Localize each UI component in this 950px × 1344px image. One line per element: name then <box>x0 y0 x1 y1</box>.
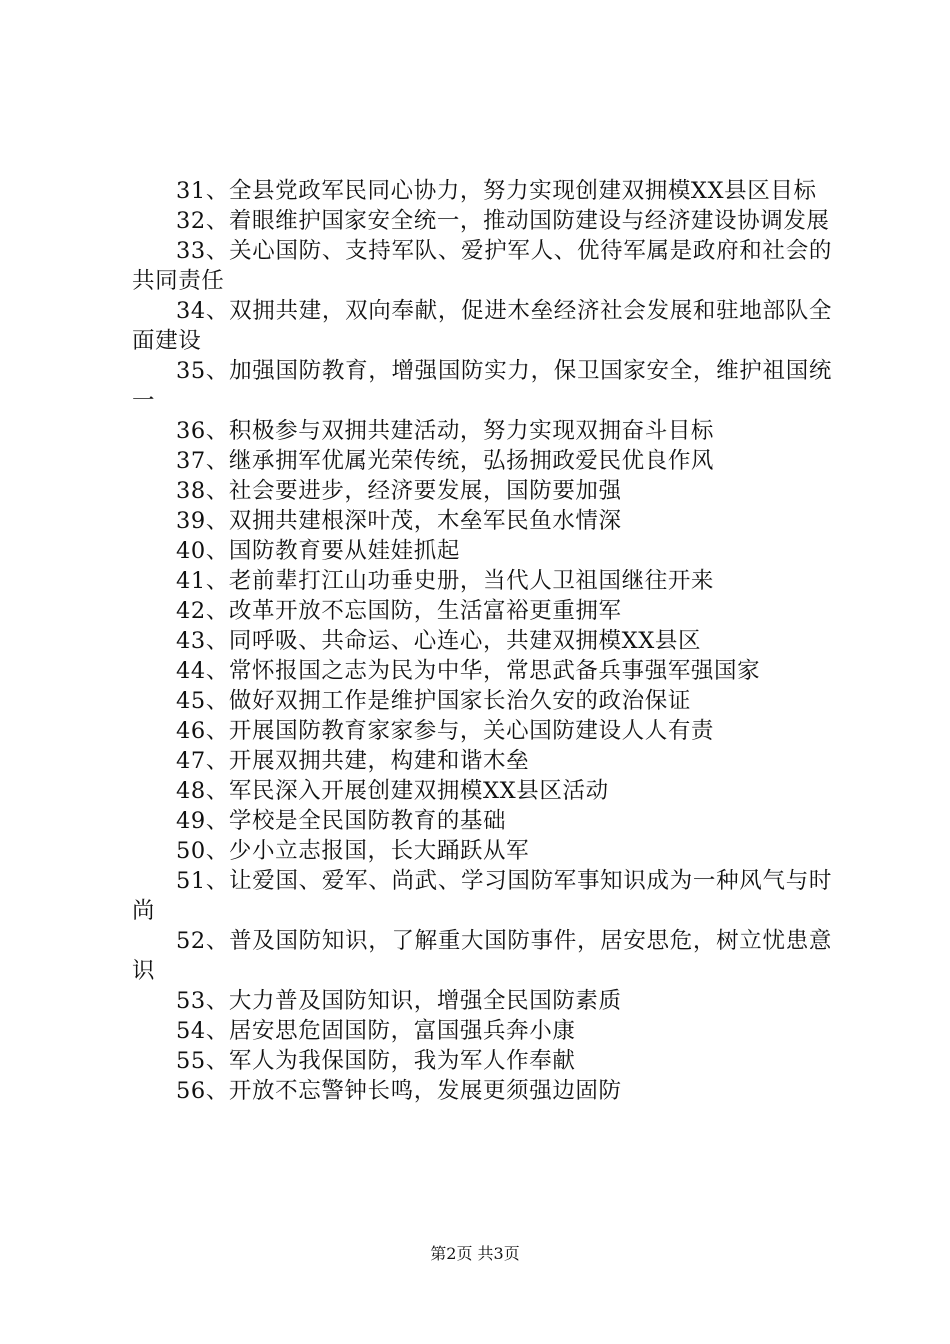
slogan-item: 35、加强国防教育，增强国防实力，保卫国家安全，维护祖国统一 <box>132 358 832 414</box>
slogan-item: 56、开放不忘警钟长鸣，发展更须强边固防 <box>176 1078 622 1104</box>
slogan-item: 43、同呼吸、共命运、心连心，共建双拥模XX县区 <box>176 628 702 654</box>
slogan-item: 47、开展双拥共建，构建和谐木垒 <box>176 748 530 774</box>
slogan-item: 53、大力普及国防知识，增强全民国防素质 <box>176 988 622 1014</box>
slogan-item: 33、关心国防、支持军队、爱护军人、优待军属是政府和社会的共同责任 <box>132 238 832 294</box>
slogan-item: 32、着眼维护国家安全统一，推动国防建设与经济建设协调发展 <box>176 208 830 234</box>
slogan-item: 31、全县党政军民同心协力，努力实现创建双拥模XX县区目标 <box>176 178 817 204</box>
slogan-item: 45、做好双拥工作是维护国家长治久安的政治保证 <box>176 688 691 714</box>
slogan-item: 37、继承拥军优属光荣传统，弘扬拥政爱民优良作风 <box>176 448 715 474</box>
slogan-item: 54、居安思危固国防，富国强兵奔小康 <box>176 1018 576 1044</box>
slogan-item: 40、国防教育要从娃娃抓起 <box>176 538 460 564</box>
page-number-footer: 第2页 共3页 <box>430 1244 520 1263</box>
slogan-item: 46、开展国防教育家家参与，关心国防建设人人有责 <box>176 718 715 744</box>
slogan-item: 39、双拥共建根深叶茂，木垒军民鱼水情深 <box>176 508 622 534</box>
slogan-item: 34、双拥共建，双向奉献，促进木垒经济社会发展和驻地部队全面建设 <box>132 298 832 354</box>
slogan-item: 41、老前辈打江山功垂史册，当代人卫祖国继往开来 <box>176 568 715 594</box>
document-body <box>132 176 832 1106</box>
slogan-item: 55、军人为我保国防，我为军人作奉献 <box>176 1048 576 1074</box>
slogan-item: 52、普及国防知识，了解重大国防事件，居安思危，树立忧患意识 <box>132 928 832 984</box>
slogan-item: 44、常怀报国之志为民为中华，常思武备兵事强军强国家 <box>176 658 761 684</box>
slogan-item: 48、军民深入开展创建双拥模XX县区活动 <box>176 778 609 804</box>
slogan-item: 51、让爱国、爱军、尚武、学习国防军事知识成为一种风气与时尚 <box>132 868 832 924</box>
slogan-item: 36、积极参与双拥共建活动，努力实现双拥奋斗目标 <box>176 418 715 444</box>
slogan-item: 50、少小立志报国，长大踊跃从军 <box>176 838 530 864</box>
slogan-item: 38、社会要进步，经济要发展，国防要加强 <box>176 478 622 504</box>
slogan-item: 42、改革开放不忘国防，生活富裕更重拥军 <box>176 598 622 624</box>
slogan-item: 49、学校是全民国防教育的基础 <box>176 808 507 834</box>
